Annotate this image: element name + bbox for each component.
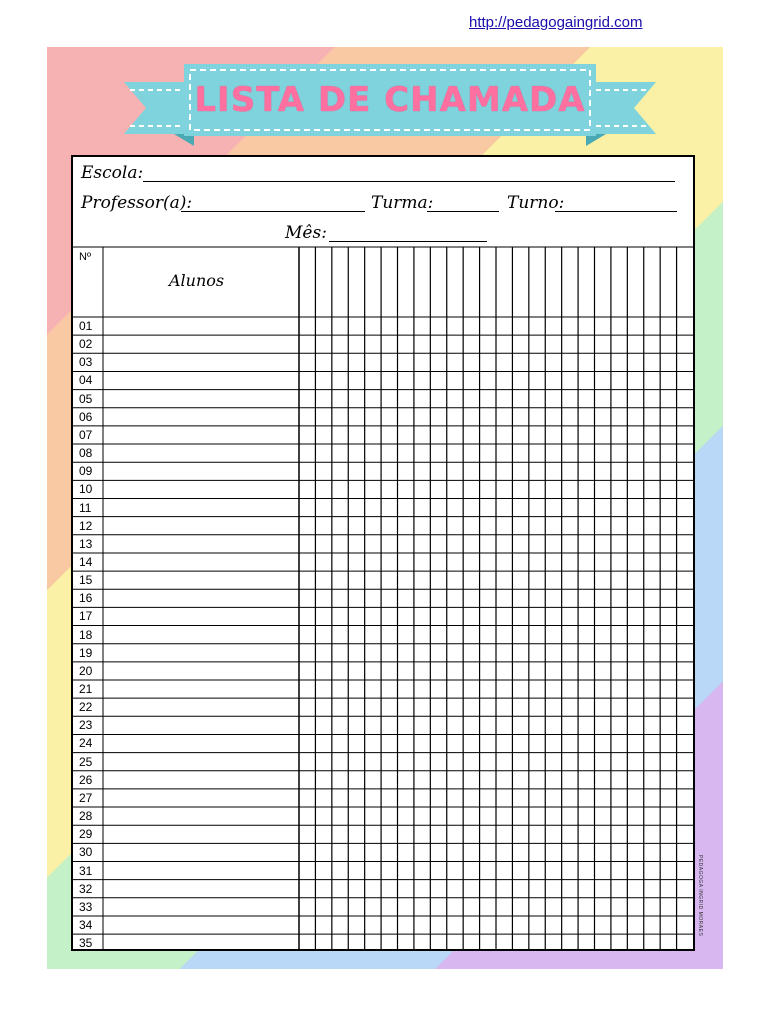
row-number: 19 — [79, 645, 93, 660]
turno-label: Turno: — [507, 193, 565, 213]
row-number: 26 — [79, 772, 93, 787]
row-number: 13 — [79, 536, 93, 551]
mes-label: Mês: — [285, 223, 327, 243]
row-number: 03 — [79, 355, 93, 370]
row-number: 04 — [79, 373, 93, 388]
row-number: 33 — [79, 899, 93, 914]
row-number: 12 — [79, 518, 93, 533]
row-number: 29 — [79, 827, 93, 842]
turma-label: Turma: — [371, 193, 434, 213]
row-number: 07 — [79, 427, 93, 442]
row-number: 17 — [79, 609, 93, 624]
attendance-grid — [73, 157, 693, 949]
row-number: 10 — [79, 482, 93, 497]
row-number: 30 — [79, 845, 93, 860]
row-number: 34 — [79, 917, 93, 932]
row-number: 24 — [79, 736, 93, 751]
number-column-header: Nº — [79, 251, 91, 263]
students-column-header: Alunos — [169, 271, 225, 290]
row-number: 20 — [79, 663, 93, 678]
row-number: 01 — [79, 319, 93, 333]
row-number: 08 — [79, 446, 93, 461]
row-number: 21 — [79, 682, 93, 696]
row-number: 28 — [79, 809, 93, 824]
row-number: 06 — [79, 409, 93, 424]
row-number: 25 — [79, 754, 93, 769]
row-number: 32 — [79, 881, 93, 896]
row-number: 23 — [79, 718, 93, 733]
side-credit: PEDAGOGA INGRID MORAES — [697, 855, 703, 937]
row-number: 31 — [79, 863, 93, 878]
row-number: 18 — [79, 627, 93, 642]
row-number: 09 — [79, 464, 93, 479]
source-link[interactable]: http://pedagogaingrid.com — [469, 14, 643, 31]
escola-label: Escola: — [81, 163, 144, 183]
page-title: LISTA DE CHAMADA — [194, 80, 586, 120]
row-number: 14 — [79, 554, 93, 569]
row-number: 02 — [79, 337, 93, 352]
professor-label: Professor(a): — [81, 193, 193, 213]
row-number: 15 — [79, 573, 93, 588]
attendance-sheet — [71, 155, 695, 951]
row-number: 35 — [79, 936, 93, 951]
row-number: 22 — [79, 700, 93, 715]
row-number: 05 — [79, 391, 93, 406]
row-number: 27 — [79, 790, 93, 805]
row-number: 16 — [79, 591, 93, 606]
row-number: 11 — [79, 500, 92, 515]
